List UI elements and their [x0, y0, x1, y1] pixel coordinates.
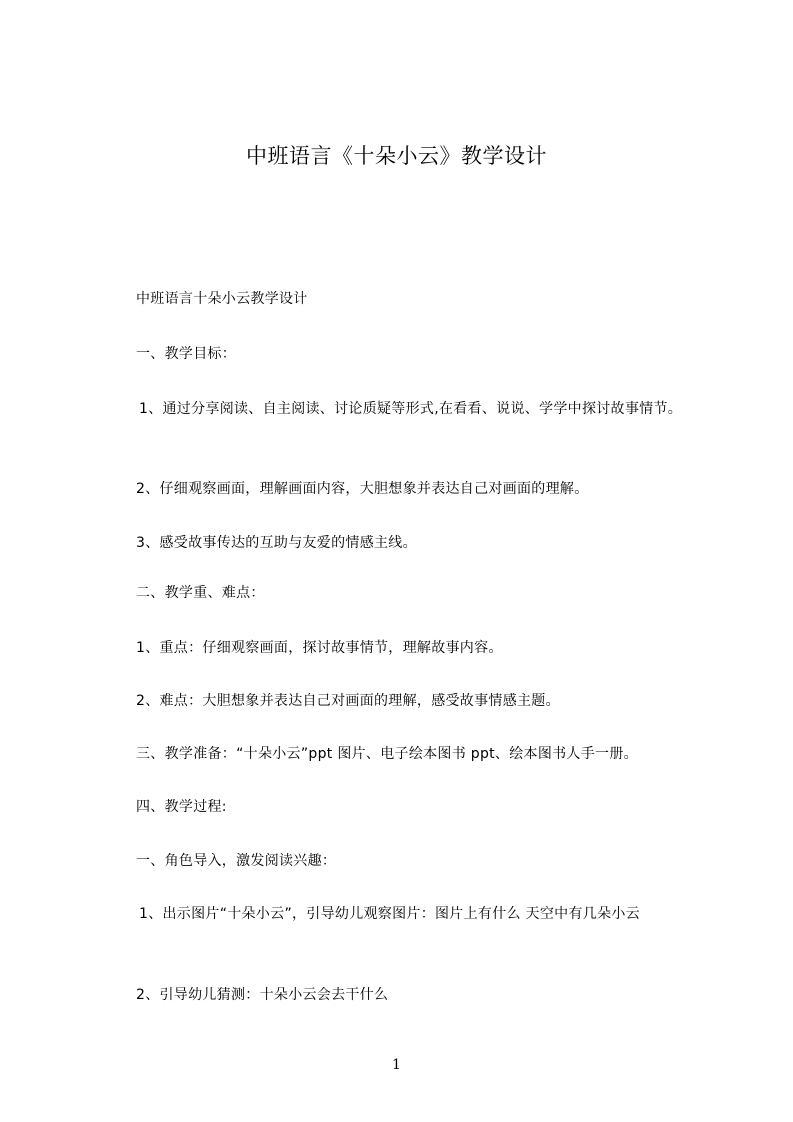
page-number: 1	[392, 1057, 401, 1073]
paragraph-step-2: 2、引导幼儿猜测：十朵小云会去干什么	[136, 987, 389, 1003]
paragraph-objective-3: 3、感受故事传达的互助与友爱的情感主线。	[136, 535, 417, 551]
paragraph-keypoint-2: 2、难点：大胆想象并表达自己对画面的理解，感受故事情感主题。	[136, 693, 560, 709]
paragraph-keypoint-1: 1、重点：仔细观察画面，探讨故事情节，理解故事内容。	[136, 640, 503, 656]
paragraph-subtitle: 中班语言十朵小云教学设计	[136, 291, 308, 307]
paragraph-heading-keypoints: 二、教学重、难点：	[136, 585, 265, 601]
paragraph-heading-process: 四、教学过程:	[136, 799, 227, 815]
paragraph-step-1: 1、出示图片“十朵小云”，引导幼儿观察图片：图片上有什么 天空中有几朵小云	[139, 906, 640, 922]
paragraph-objective-1: 1、通过分享阅读、自主阅读、讨论质疑等形式,在看看、说说、学学中探讨故事情节。	[139, 401, 683, 417]
document-title: 中班语言《十朵小云》教学设计	[246, 144, 547, 168]
paragraph-step-intro: 一、角色导入，激发阅读兴趣：	[136, 853, 337, 869]
paragraph-objective-2: 2、仔细观察画面，理解画面内容，大胆想象并表达自己对画面的理解。	[136, 481, 589, 497]
paragraph-preparation: 三、教学准备：“十朵小云”ppt 图片、电子绘本图书 ppt、绘本图书人手一册。	[136, 746, 638, 762]
paragraph-heading-objectives: 一、教学目标：	[136, 346, 237, 362]
